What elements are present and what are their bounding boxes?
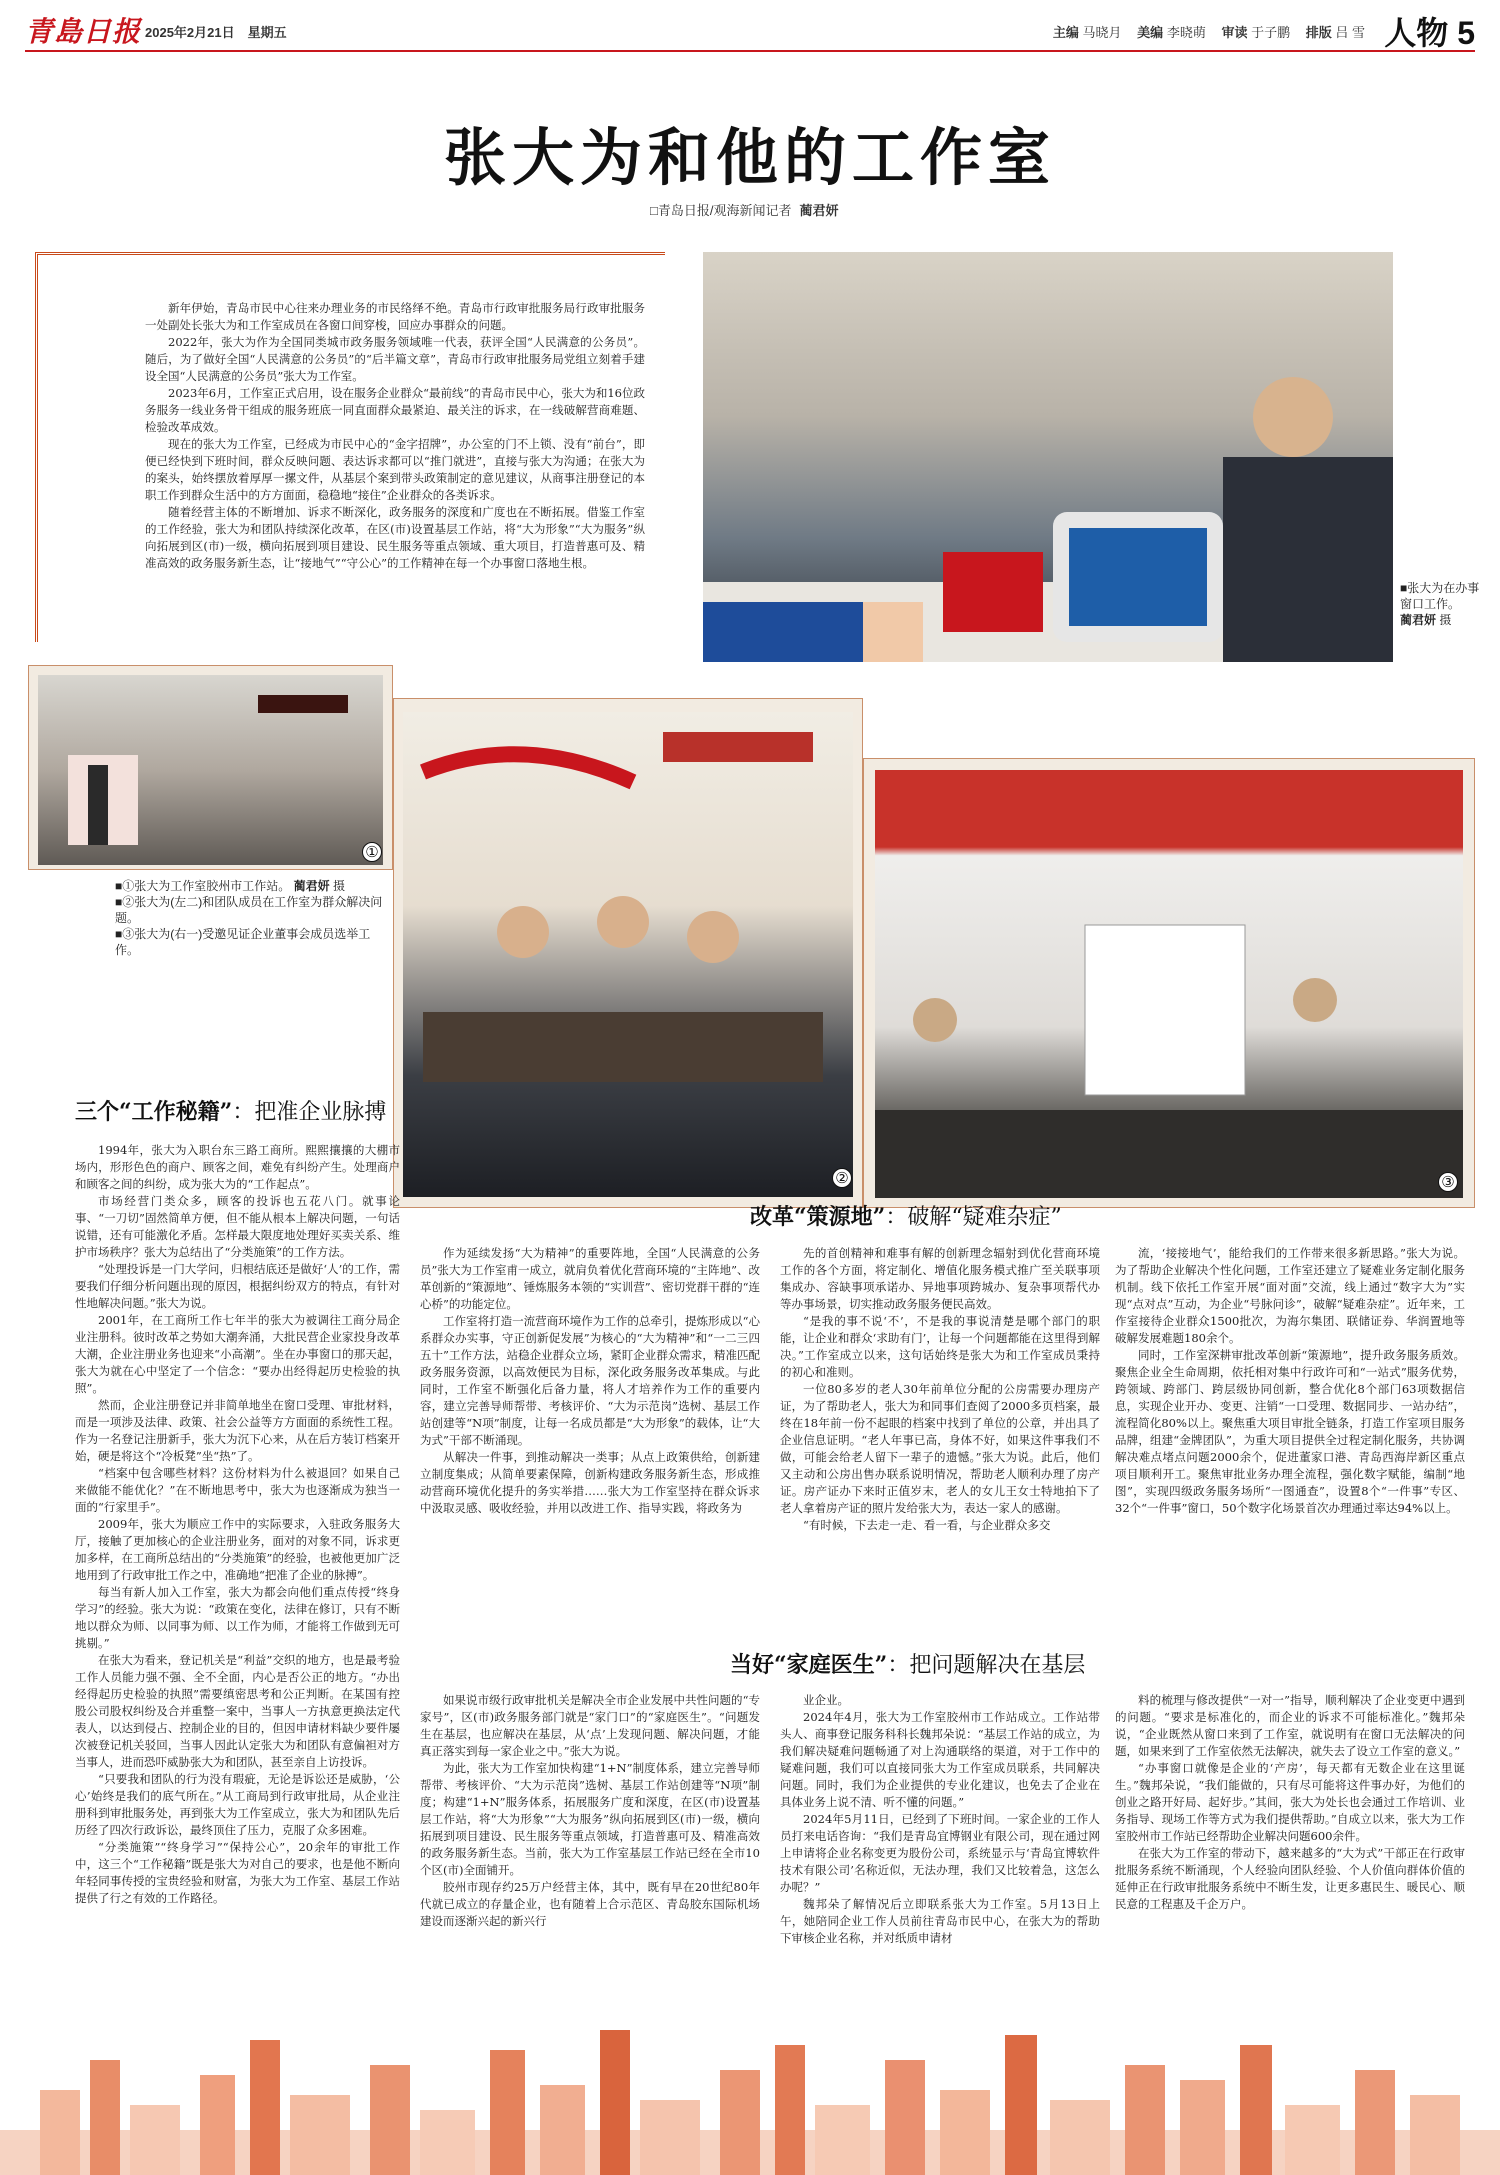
section-2-column-1 [420,1245,760,1517]
lead-paragraph: 现在的张大为工作室，已经成为市民中心的“金字招牌”，办公室的门不上锁、没有“前台”，即便已经快到下班时间，群众反映问题、表达诉求都可以“推门就进”，直接与张大为沟通；在张大为的案头，始终摆放着厚厚一摞文件，从基层个案到带头政策制定的意见建议，从商事注册登记的本职工作到群众生活中的方方面面，稳稳地“接住”企业群众的各类诉求。 [145,437,645,502]
body-paragraph: 作为延续发扬“大为精神”的重要阵地，全国“人民满意的公务员”张大为工作室甫一成立，就肩负着优化营商环境的“主阵地”、改革创新的“策源地”、锤炼服务本领的“实训营”、密切党群干群的“连心桥”的功能定位。 [420,1246,760,1311]
staff-name: 马晓月 [1082,25,1122,40]
staff-role: 审读 [1221,25,1248,40]
lead-paragraph: 新年伊始，青岛市民中心往来办理业务的市民络绎不绝。青岛市行政审批服务局行政审批服务一处副处长张大为和工作室成员在各窗口间穿梭，回应办事群众的问题。 [145,301,645,332]
body-paragraph: 胶州市现存约25万户经营主体，其中，既有早在20世纪80年代就已成立的存量企业，也有随着上合示范区、青岛胶东国际机场建设而逐渐兴起的新兴行 [420,1880,760,1928]
photo-caption [115,878,390,894]
photo-main-illustration [703,252,1393,662]
body-paragraph: 市场经营门类众多，顾客的投诉也五花八门。就事论事、“一刀切”固然简单方便，但不能从根本上解决问题，一句话说错，还有可能激化矛盾。怎样最大限度地处理好买卖关系、维护市场秩序？张大为总结出了“分类施策”的工作方法。 [75,1194,400,1259]
caption-author: 蔺君妍 [1400,613,1437,627]
photo-1-illustration [38,675,383,865]
photo-main-office [703,252,1393,662]
staff-name: 于子鹏 [1251,25,1291,40]
photo-main-caption [1400,580,1480,628]
subhead-rest: ：把问题解决在基层 [887,1653,1086,1678]
section-1-column [75,1142,400,1907]
publication-date: 2025年2月21日 星期五 [145,25,287,40]
skyline-decoration [0,2020,1500,2175]
staff-role: 排版 [1305,25,1332,40]
section-3-column-1 [420,1692,760,1930]
caption-text: ■张大为在办事窗口工作。 [1400,581,1480,611]
body-paragraph: “档案中包含哪些材料？这份材料为什么被退回？如果自己来做能不能优化？”在不断地思考中，张大为也逐渐成为独当一面的“行家里手”。 [75,1466,400,1514]
subhead-quoted: 当好“家庭医生” [730,1652,888,1678]
body-paragraph: 然而，企业注册登记并非简单地坐在窗口受理、审批材料，而是一项涉及法律、政策、社会公益等方方面面的系统性工程。作为一名登记注册新手，张大为沉下心来，从在后方装订档案开始，硬是将这个“冷板凳”坐“热”了。 [75,1398,400,1463]
body-paragraph: 为此，张大为工作室加快构建“1+N”制度体系，建立完善导师帮带、考核评价、“大为示范岗”选树、基层工作站创建等“N项”制度；构建“1+N”服务体系，拓展服务广度和深度，在区(市)设置基层工作站，将“大为形象”“大为服务”纵向拓展到区(市)一级，横向拓展到项目建设、民生服务等重点领域，打造普惠可及、精准高效的政务服务新生态。当前，张大为工作室基层工作站已经在全市10个区(市)全面铺开。 [420,1761,760,1877]
lead-paragraph: 2022年，张大为作为全国同类城市政务服务领域唯一代表，获评全国“人民满意的公务员”。随后，为了做好全国“人民满意的公务员”的“后半篇文章”，青岛市行政审批服务局党组立刻着手建设全国“人民满意的公务员”张大为工作室。 [145,335,645,383]
subhead-work-secrets [75,1095,386,1126]
body-paragraph: 魏邦朵了解情况后立即联系张大为工作室。5月13日上午，她陪同企业工作人员前往青岛市民中心，在张大为的帮助下审核企业名称，并对纸质申请材 [780,1897,1100,1945]
photo-caption: ■②张大为(左二)和团队成员在工作室为群众解决问题。 [115,895,383,925]
photo-number: ① [362,842,382,862]
body-paragraph: 2009年，张大为顺应工作中的实际要求，入驻政务服务大厅，接触了更加核心的企业注册业务，面对的对象不同，诉求更加多样，在工商所总结出的“分类施策”的经验，也被他更加广泛地用到了行政审批工作之中，准确地“把准了企业的脉搏”。 [75,1517,400,1582]
byline-prefix: □青岛日报/观海新闻记者 [650,203,792,218]
caption-text: ■①张大为工作室胶州市工作站。 [115,879,291,893]
section-label: 人物 5 [1384,15,1475,51]
staff-name: 吕 雪 [1335,25,1365,40]
body-paragraph: 2001年，在工商所工作七年半的张大为被调往工商分局企业注册科。彼时改革之势如大潮奔涌，大批民营企业家投身改革大潮，企业注册业务也迎来“小高潮”。坐在办事窗口的那天起，张大为就在心中坚定了一个信念：“要办出经得起历史检验的执照”。 [75,1313,400,1395]
lead-text [145,300,645,572]
subhead-quoted: 改革“策源地” [750,1204,886,1230]
body-paragraph: “处理投诉是一门大学问，归根结底还是做好‘人’的工作，需要我们仔细分析问题出现的原因，根据纠纷双方的特点，有针对性地解决问题。”张大为说。 [75,1262,400,1310]
body-paragraph: “只要我和团队的行为没有瑕疵，无论是诉讼还是威胁，‘公心’始终是我们的底气所在。”从工商局到行政审批局，从企业注册科到审批服务处，再到张大为工作室成立，张大为和团队先后历经了四次行政诉讼，最终顶住了压力，克服了众多困难。 [75,1772,400,1837]
staff-credits [1041,22,1365,41]
photo-2-illustration [403,712,853,1197]
section-3-column-3 [1115,1692,1465,1913]
staff-role: 主编 [1052,25,1079,40]
body-paragraph: 在张大为看来，登记机关是“利益”交织的地方，也是最考验工作人员能力强不强、全不全面，内心是否公正的地方。“办出经得起历史检验的执照”需要缜密思考和公正判断。在某国有控股公司股权纠纷及合并重整一案中，当事人一方执意更换法定代表人，以达到侵占、控制企业的目的，但因申请材料缺少要件屡次被登记机关驳回，当事人因此认定张大为和团队有意偏袒对方当事人，进而恐吓威胁张大为和团队，甚至亲自上访投诉。 [75,1653,400,1769]
body-paragraph: 一位80多岁的老人30年前单位分配的公房需要办理房产证，为了帮助老人，张大为和同事们查阅了2000多页档案，最终在18年前一份不起眼的档案中找到了单位的公章，并出具了企业信息证明。“老人年事已高，身体不好，如果这件事我们不做，可能会给老人留下一辈子的遗憾。”张大为说。此后，他们又主动和公房出售办联系说明情况，帮助老人顺利办理了房产证。房产证办下来时正值岁末，老人的女儿王女士特地拍下了老人拿着房产证的照片发给张大为，表达一家人的感谢。 [780,1382,1100,1515]
photo-3-board-election [875,770,1463,1198]
body-paragraph: 如果说市级行政审批机关是解决全市企业发展中共性问题的“专家号”，区(市)政务服务部门就是“家门口”的“家庭医生”。“问题发生在基层，也应解决在基层，从‘点’上发现问题、解决问题，才能真正落实到每一家企业之中。”张大为说。 [420,1693,760,1758]
body-paragraph: 每当有新人加入工作室，张大为都会向他们重点传授“终身学习”的经验。张大为说：“政策在变化，法律在修订，只有不断地以群众为师、以同事为师、以工作为师，才能将工作做到无可挑剔。” [75,1585,400,1650]
body-paragraph: 在张大为工作室的带动下，越来越多的“大为式”干部正在行政审批服务系统不断涌现，个人经验向团队经验、个人价值向群体价值的延伸正在行政审批服务系统中不断生发，让更多惠民生、暖民心、顺民意的工程惠及千企万户。 [1115,1846,1465,1911]
subhead-rest: ：破解“疑难杂症” [885,1205,1062,1230]
body-paragraph: “办事窗口就像是企业的‘产房’，每天都有无数企业在这里诞生。”魏邦朵说，“我们能做的，只有尽可能将这件事办好，为他们的创业之路开好局、起好步。”其间，张大为处长也会通过工作培训、业务指导、现场工作等方式为我们提供帮助。”自成立以来，张大为工作室胶州市工作站已经帮助企业解决问题600余件。 [1115,1761,1465,1843]
body-paragraph: 2024年4月，张大为工作室胶州市工作站成立。工作站带头人、商事登记服务科科长魏邦朵说：“基层工作站的成立，为我们解决疑难问题畅通了对上沟通联络的渠道，对于工作中的疑难问题，我们可以直接同张大为工作室成员联系，共同解决问题。同时，我们为企业提供的专业化建议，也免去了企业在具体业务上说不清、听不懂的问题。” [780,1710,1100,1809]
newspaper-logo: 青島日报 [25,15,142,48]
body-paragraph: 从解决一件事，到推动解决一类事；从点上政策供给，创新建立制度集成；从简单要素保障，创新构建政务服务新生态，形成推动营商环境优化提升的务实举措……张大为工作室坚持在群众诉求中汲取灵感、吸收经验，并用以改进工作、指导实践，将政务为 [420,1450,760,1515]
byline [650,200,838,219]
body-paragraph: 同时，工作室深耕审批改革创新“策源地”，提升政务服务质效。聚焦企业全生命周期，依托相对集中行政许可和“一站式”服务优势，跨领域、跨部门、跨层级协同创新，整合优化8个部门63项数据信息，实现企业开办、变更、注销“一口受理、数据同步、一站办结”，流程简化80%以上。聚焦重大项目审批全链条，打造工作室项目服务品牌，组建“金牌团队”，为重大项目提供全过程定制化服务，共协调解决难点堵点问题2000余个，促进董家口港、青岛西海岸新区重点项目顺利开工。聚焦审批业务办理全流程，强化数字赋能，编制“地图”，实现四级政务服务场所“一图通查”，设置8个“一件事”专区、32个“一件事”窗口，50个数字化场景首次办理通过率达94%以上。 [1115,1348,1465,1515]
body-paragraph: “有时候，下去走一走、看一看，与企业群众多交 [803,1518,1051,1532]
masthead [25,8,1475,52]
byline-author: 蔺君妍 [799,203,839,218]
body-paragraph: 业企业。 [803,1693,849,1707]
subhead-family-doctor [730,1648,1085,1679]
body-paragraph: 先的首创精神和难事有解的创新理念辐射到优化营商环境工作的各个方面，将定制化、增值化服务模式推广至关联事项集成办、容缺事项承诺办、异地事项跨城办、复杂事项帮代办等办事场景，切实推动政务服务便民高效。 [780,1246,1100,1311]
photo-1-workstation [38,675,383,865]
staff-role: 美编 [1137,25,1164,40]
photo-3-illustration [875,770,1463,1198]
photo-caption: ■③张大为(右一)受邀见证企业董事会成员选举工作。 [115,927,371,957]
body-paragraph: 工作室将打造一流营商环境作为工作的总牵引，提炼形成以“心系群众办实事，守正创新促发展”为核心的“大为精神”和“一二三四五十”工作方法，站稳企业群众立场，紧盯企业群众需求，精准匹配政务服务资源，以高效便民为目标，深化政务服务改革集成。与此同时，工作室不断强化后备力量，将人才培养作为工作的重要内容，建立完善导师帮带、考核评价、“大为示范岗”选树、基层工作站创建等“N项”制度，让每一名成员都是“大为形象”的载体，让“大为式”干部不断涌现。 [420,1314,760,1447]
caption-suffix: 摄 [1439,613,1452,627]
lead-paragraph: 2023年6月，工作室正式启用，设在服务企业群众“最前线”的青岛市民中心，张大为和16位政务服务一线业务骨干组成的服务班底一同直面群众最紧迫、最关注的诉求，在一线破解营商难题、检验改革成效。 [145,386,645,434]
photo-number: ③ [1438,1172,1458,1192]
subhead-quoted: 三个“工作秘籍” [75,1099,233,1125]
caption-suffix: 摄 [332,879,345,893]
subhead-reform-source [750,1200,1062,1231]
body-paragraph: 流，‘接接地气’，能给我们的工作带来很多新思路。”张大为说。为了帮助企业解决个性化问题，工作室还建立了疑难业务定制化服务机制。线下依托工作室开展“面对面”交流，线上通过“数字大为”实现“点对点”互动，为企业“号脉问诊”，破解“疑难杂症”。近年来，工作室接待企业群众1500批次，为海尔集团、联储证券、华润置地等破解发展难题180余个。 [1115,1246,1465,1345]
staff-name: 李晓萌 [1166,25,1206,40]
caption-author: 蔺君妍 [293,879,330,893]
section-2-column-3 [1115,1245,1465,1517]
page-headline: 张大为和他的工作室 [443,121,1056,194]
photo-number: ② [832,1168,852,1188]
body-paragraph: “是我的事不说‘不’，不是我的事说清楚是哪个部门的职能，让企业和群众‘求助有门’，让每一个问题都能在这里得到解决。”工作室成立以来，这句话始终是张大为和工作室成员秉持的初心和准则。 [780,1314,1100,1379]
section-3-column-2 [780,1692,1100,1947]
lead-paragraph: 随着经营主体的不断增加、诉求不断深化，政务服务的深度和广度也在不断拓展。借鉴工作室的工作经验，张大为和团队持续深化改革，在区(市)设置基层工作站，将“大为形象”“大为服务”纵向拓展到区(市)一级，横向拓展到项目建设、民生服务等重点领域、重大项目，打造普惠可及、精准高效的政务服务新生态，让“接地气”“守公心”的工作精神在每一个办事窗口落地生根。 [145,505,645,570]
photo-2-meeting [403,712,853,1197]
body-paragraph: “分类施策”“终身学习”“保持公心”，20余年的审批工作中，这三个“工作秘籍”既是张大为对自己的要求，也是他不断向年轻同事传授的宝贵经验和财富，为张大为工作室、基层工作站提供了行之有效的工作路径。 [75,1840,400,1905]
body-paragraph: 2024年5月11日，已经到了下班时间。一家企业的工作人员打来电话咨询：“我们是青岛宜博钢业有限公司，现在通过网上申请将企业名称变更为股份公司，系统显示与‘青岛宜博软件技术有限公司’名称近似，无法办理，我们又比较着急，这怎么办呢？” [780,1812,1100,1894]
body-paragraph: 料的梳理与修改提供“一对一”指导，顺利解决了企业变更中遇到的问题。“要求是标准化的，而企业的诉求不可能标准化。”魏邦朵说，“企业既然从窗口来到了工作室，就说明有在窗口无法解决的问题，如果来到了工作室依然无法解决，就失去了设立工作室的意义。” [1115,1693,1465,1758]
photo-captions [115,878,390,958]
section-2-column-2 [780,1245,1100,1534]
subhead-rest: ：把准企业脉搏 [232,1100,387,1125]
body-paragraph: 1994年，张大为入职台东三路工商所。熙熙攘攘的大棚市场内，形形色色的商户、顾客之间，难免有纠纷产生。处理商户和顾客之间的纠纷，成为张大为的“工作起点”。 [75,1143,400,1191]
